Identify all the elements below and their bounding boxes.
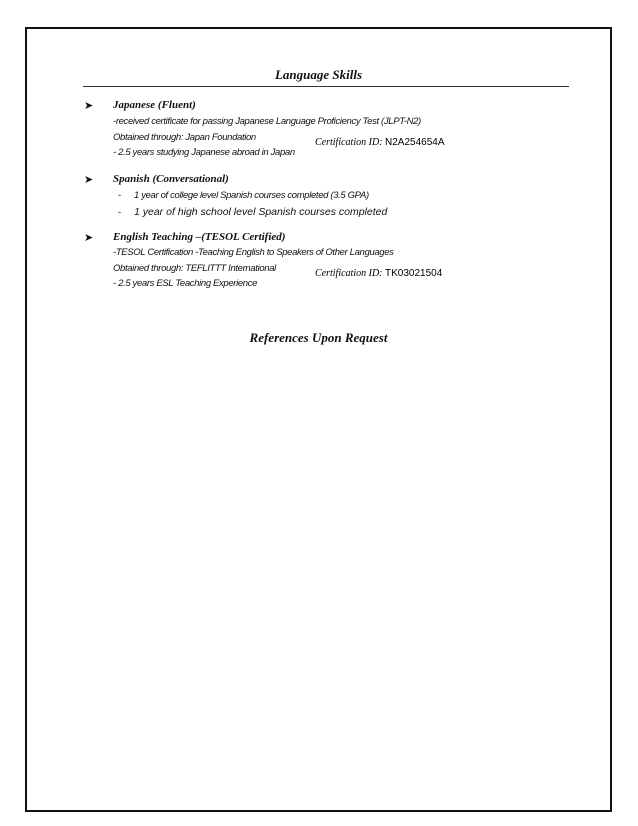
heading-rule	[83, 86, 569, 87]
page-border	[25, 27, 612, 812]
esl-experience-line: - 2.5 years ESL Teaching Experience	[113, 278, 258, 289]
japanese-certification-id	[315, 132, 445, 150]
arrowhead-bullet-icon: ➤	[84, 232, 94, 244]
certification-id-label: Certification ID:	[315, 137, 385, 148]
japanese-title: Japanese (Fluent)	[113, 99, 196, 111]
tesol-certification-line: -TESOL Certification -Teaching English to Speakers of Other Languages	[113, 247, 394, 258]
spanish-title: Spanish (Conversational)	[113, 173, 229, 185]
dash-bullet: -	[118, 190, 122, 201]
japanese-study-line: - 2.5 years studying Japanese abroad in Japan	[113, 147, 295, 158]
spanish-college-line: 1 year of college level Spanish courses completed (3.5 GPA)	[134, 190, 369, 201]
japanese-obtained-through: Obtained through: Japan Foundation	[113, 132, 256, 143]
english-teaching-title: English Teaching –(TESOL Certified)	[113, 231, 286, 243]
section-heading: Language Skills	[274, 67, 363, 82]
certification-id-label: Certification ID:	[315, 268, 385, 279]
tesol-certification-id	[315, 263, 442, 281]
certification-id-value: N2A254654A	[385, 137, 445, 148]
arrowhead-bullet-icon: ➤	[84, 100, 94, 112]
spanish-high-school-line: 1 year of high school level Spanish courses completed	[134, 206, 388, 218]
certification-id-value: TK03021504	[385, 268, 443, 279]
dash-bullet: -	[118, 207, 122, 218]
references-statement: References Upon Request	[249, 330, 388, 345]
tesol-obtained-through: Obtained through: TEFLITTT International	[113, 263, 276, 274]
arrowhead-bullet-icon: ➤	[84, 174, 94, 186]
japanese-certificate-line: -received certificate for passing Japanese Language Proficiency Test (JLPT-N2)	[113, 116, 421, 127]
